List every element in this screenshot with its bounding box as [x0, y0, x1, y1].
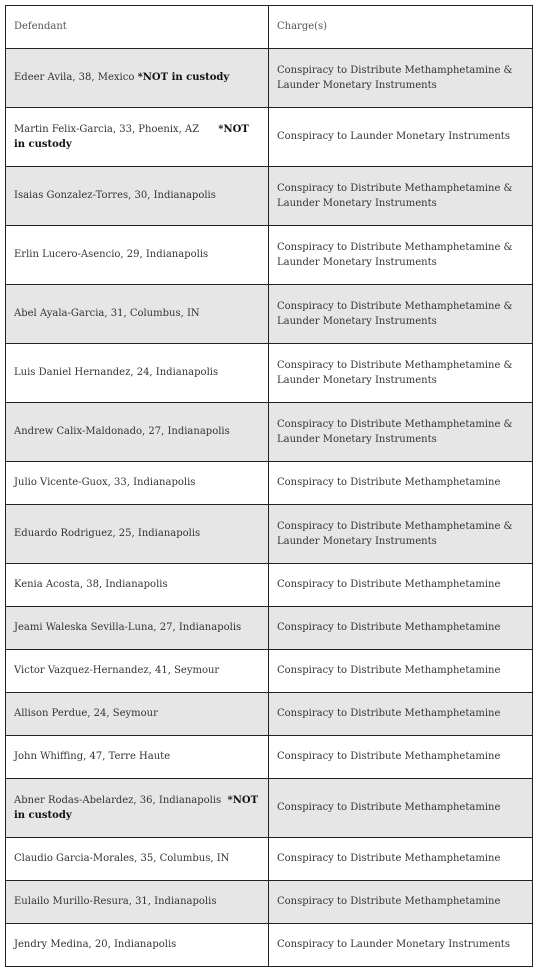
table-row [6, 226, 533, 285]
defendant-name: Victor Vazquez-Hernandez, 41, Seymour [14, 665, 220, 677]
header-defendant: Defendant [6, 6, 269, 49]
table-row [6, 736, 533, 779]
defendant-name: Erlin Lucero-Asencio, 29, Indianapolis [14, 249, 209, 261]
table-row [6, 650, 533, 693]
charge-cell: Conspiracy to Distribute Methamphetamine [269, 736, 533, 779]
defendant-name: Isaias Gonzalez-Torres, 30, Indianapolis [14, 190, 216, 202]
charge-cell: Conspiracy to Distribute Methamphetamine [269, 693, 533, 736]
charge-cell: Conspiracy to Distribute Methamphetamine & Launder Monetary Instruments [269, 49, 533, 108]
defendant-cell [6, 607, 269, 650]
defendant-cell [6, 403, 269, 462]
defendant-cell [6, 505, 269, 564]
charge-cell: Conspiracy to Distribute Methamphetamine [269, 607, 533, 650]
table-header-row [6, 6, 533, 49]
charge-cell: Conspiracy to Distribute Methamphetamine [269, 564, 533, 607]
defendant-name: Kenia Acosta, 38, Indianapolis [14, 579, 168, 591]
defendant-cell [6, 564, 269, 607]
charge-cell: Conspiracy to Distribute Methamphetamine & Launder Monetary Instruments [269, 344, 533, 403]
charge-cell: Conspiracy to Launder Monetary Instruments [269, 924, 533, 967]
table-row [6, 462, 533, 505]
defendant-cell [6, 344, 269, 403]
custody-note: *NOT in custody [14, 123, 249, 150]
charge-cell: Conspiracy to Distribute Methamphetamine [269, 838, 533, 881]
charge-cell: Conspiracy to Distribute Methamphetamine & Launder Monetary Instruments [269, 505, 533, 564]
defendant-cell [6, 650, 269, 693]
defendant-cell [6, 108, 269, 167]
charge-cell: Conspiracy to Distribute Methamphetamine [269, 779, 533, 838]
table-row [6, 285, 533, 344]
charge-cell: Conspiracy to Distribute Methamphetamine & Launder Monetary Instruments [269, 167, 533, 226]
charge-cell: Conspiracy to Distribute Methamphetamine & Launder Monetary Instruments [269, 285, 533, 344]
header-charges: Charge(s) [269, 6, 533, 49]
table-row [6, 403, 533, 462]
custody-note: *NOT in custody [137, 72, 230, 84]
defendant-name: Claudio Garcia-Morales, 35, Columbus, IN [14, 853, 230, 865]
defendant-name: Martin Felix-Garcia, 33, Phoenix, AZ [14, 123, 219, 135]
table-row [6, 607, 533, 650]
defendants-table [5, 5, 533, 967]
table-row [6, 881, 533, 924]
table-row [6, 344, 533, 403]
defendant-name: Edeer Avila, 38, Mexico [14, 72, 138, 84]
defendant-name: Andrew Calix-Maldonado, 27, Indianapolis [14, 426, 230, 438]
defendant-name: Eduardo Rodriguez, 25, Indianapolis [14, 528, 201, 540]
custody-note: *NOT in custody [14, 794, 259, 821]
defendant-name: Julio Vicente-Guox, 33, Indianapolis [14, 477, 196, 489]
table-row [6, 49, 533, 108]
defendant-cell [6, 779, 269, 838]
defendant-name: Luis Daniel Hernandez, 24, Indianapolis [14, 367, 219, 379]
charge-cell: Conspiracy to Distribute Methamphetamine & Launder Monetary Instruments [269, 403, 533, 462]
defendant-name: Abner Rodas-Abelardez, 36, Indianapolis [14, 794, 228, 806]
table-row [6, 108, 533, 167]
table-row [6, 924, 533, 967]
defendant-cell [6, 736, 269, 779]
defendant-name: Jeami Waleska Sevilla-Luna, 27, Indianapolis [14, 622, 242, 634]
table-row [6, 779, 533, 838]
table-row [6, 167, 533, 226]
defendant-cell [6, 462, 269, 505]
defendant-name: Abel Ayala-Garcia, 31, Columbus, IN [14, 308, 200, 320]
defendant-cell [6, 838, 269, 881]
charge-cell: Conspiracy to Distribute Methamphetamine [269, 462, 533, 505]
defendant-cell [6, 49, 269, 108]
defendant-cell [6, 167, 269, 226]
defendant-name: Allison Perdue, 24, Seymour [14, 708, 158, 720]
defendant-cell [6, 924, 269, 967]
defendant-cell [6, 881, 269, 924]
charge-cell: Conspiracy to Distribute Methamphetamine [269, 650, 533, 693]
defendant-name: John Whiffing, 47, Terre Haute [14, 751, 171, 763]
defendant-cell [6, 693, 269, 736]
charge-cell: Conspiracy to Distribute Methamphetamine & Launder Monetary Instruments [269, 226, 533, 285]
charge-cell: Conspiracy to Launder Monetary Instruments [269, 108, 533, 167]
defendant-name: Eulailo Murillo-Resura, 31, Indianapolis [14, 896, 217, 908]
table-row [6, 693, 533, 736]
charge-cell: Conspiracy to Distribute Methamphetamine [269, 881, 533, 924]
defendant-cell [6, 285, 269, 344]
defendant-cell [6, 226, 269, 285]
table-row [6, 505, 533, 564]
defendant-name: Jendry Medina, 20, Indianapolis [14, 939, 177, 951]
table-row [6, 838, 533, 881]
table-row [6, 564, 533, 607]
